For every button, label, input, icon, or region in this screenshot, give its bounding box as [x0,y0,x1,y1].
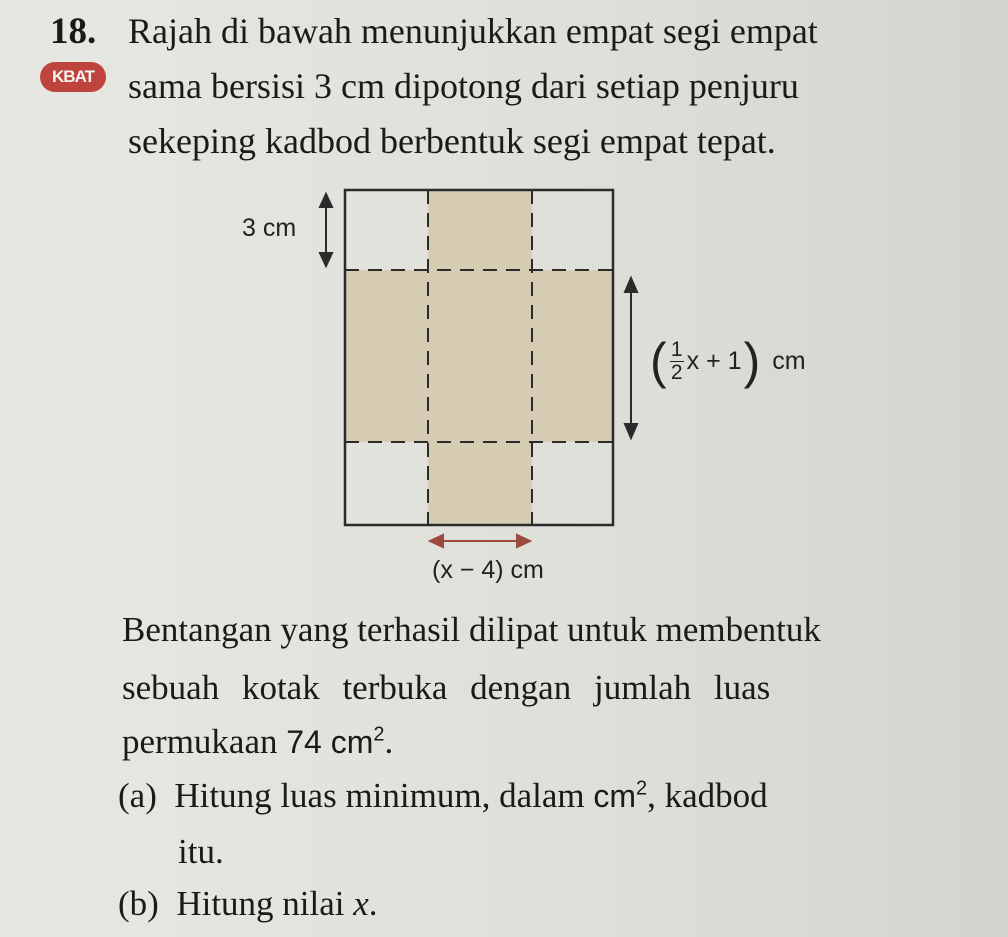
net-top-flap [428,190,532,270]
surface-prefix: permukaan [122,722,287,761]
square-side-arrow [320,194,332,266]
fraction-numerator: 1 [670,337,683,361]
intro-line-2: sama bersisi 3 cm dipotong dari setiap penjuru [128,66,799,106]
part-a-rest: , kadbod [647,776,768,815]
part-a-exponent: 2 [636,777,648,800]
part-a-unit: cm [593,778,637,814]
net-base-region [345,270,613,442]
intro-line-3: sekeping kadbod berbentuk segi empat tepat. [128,121,776,161]
part-b-label: (b) [118,884,159,923]
height-close-paren: ) [743,333,761,389]
part-b-text: Hitung nilai [176,884,354,923]
part-b [118,884,378,924]
part-a-label: (a) [118,776,157,815]
body-line-2: sebuah kotak terbuka dengan jumlah luas [122,668,771,707]
part-a [118,776,768,816]
height-open-paren: ( [650,333,667,389]
part-a-line-2: itu. [178,832,224,871]
body-line-3 [122,722,393,762]
height-expression: x + 1 [686,346,742,375]
part-b-variable: x [353,884,369,923]
height-label [650,332,806,390]
height-fraction [670,339,684,384]
width-arrow [430,535,530,547]
question-number: 18. [50,11,97,52]
surface-suffix: . [384,722,394,761]
height-unit: cm [772,346,806,375]
part-b-end: . [368,884,378,923]
fraction-denominator: 2 [670,360,683,384]
part-a-text: Hitung luas minimum, dalam [174,776,594,815]
surface-exponent: 2 [373,723,385,746]
surface-value: 74 cm [286,724,374,760]
width-label: (x − 4) cm [432,556,544,584]
height-arrow [625,278,637,438]
intro-line-1: Rajah di bawah menunjukkan empat segi empat [128,11,818,51]
kbat-badge: KBAT [40,62,106,92]
net-bottom-flap [428,442,532,525]
body-line-1: Bentangan yang terhasil dilipat untuk membentuk [122,610,821,649]
square-side-label: 3 cm [242,214,297,242]
